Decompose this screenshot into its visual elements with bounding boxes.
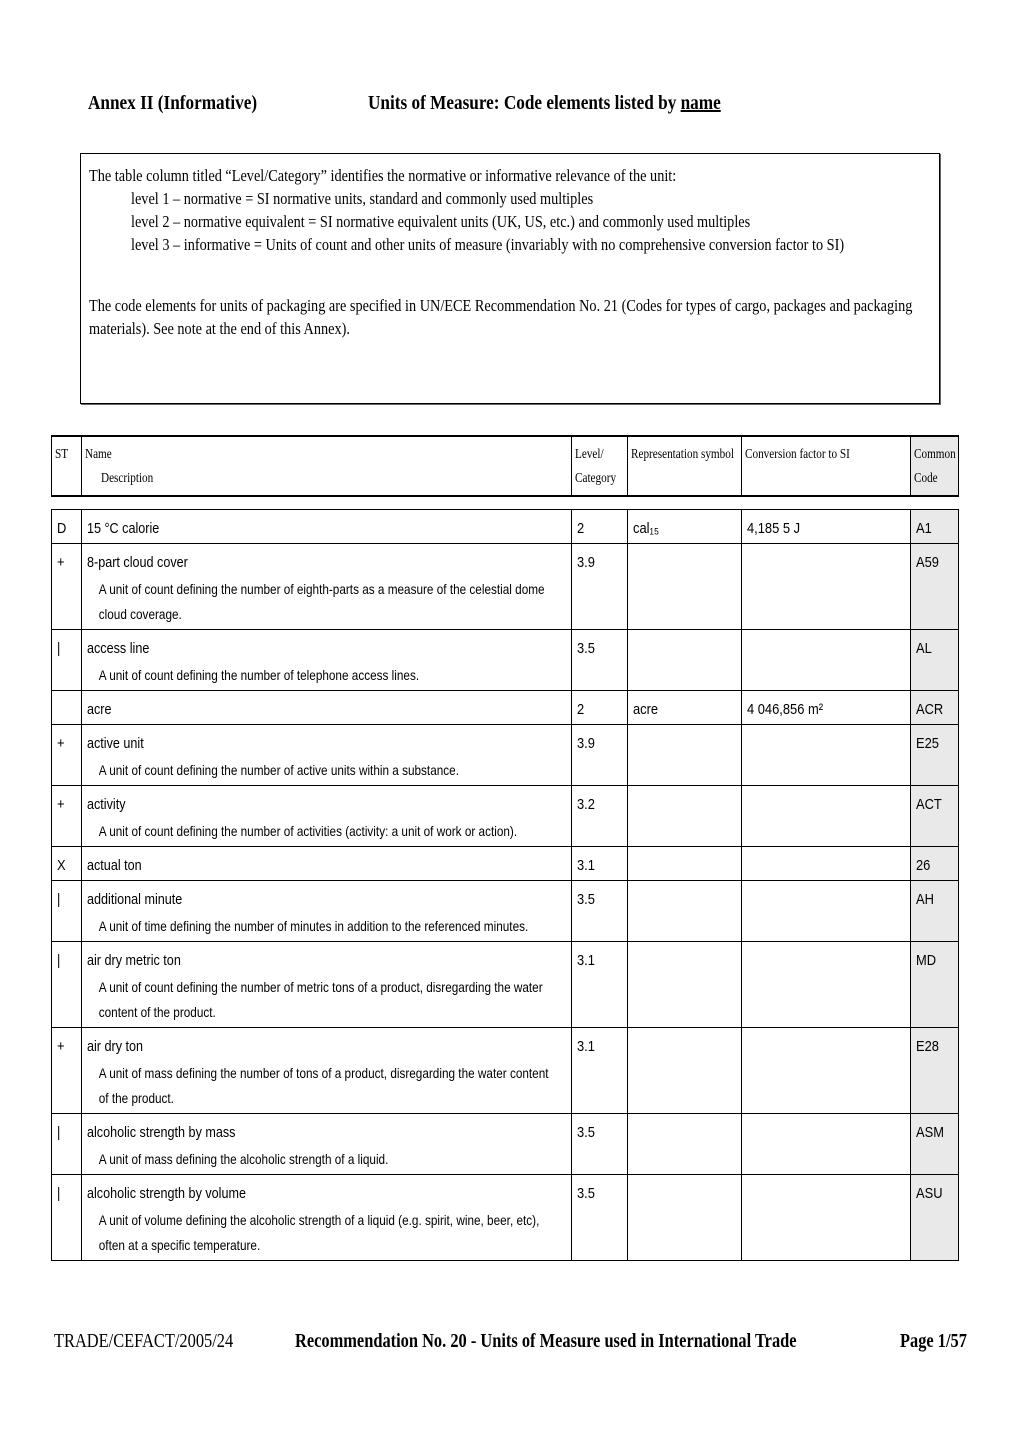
conversion-cell (742, 725, 911, 786)
name-cell (82, 630, 572, 691)
st-cell: + (52, 544, 82, 630)
level-3-note: level 3 – informative = Units of count and other units of measure (invariably with no comprehensive conversion factor to SI) (131, 235, 845, 254)
st-cell: | (52, 1175, 82, 1261)
level-cell: 3.1 (572, 847, 628, 881)
unit-description: A unit of count defining the number of eighth-parts as a measure of the celestial dome cloud coverage. (98, 581, 545, 622)
unit-name: 8-part cloud cover (87, 554, 188, 571)
conversion-cell (742, 630, 911, 691)
common-code-cell: ASM (911, 1114, 959, 1175)
conversion-cell (742, 942, 911, 1028)
footer-title: Recommendation No. 20 - Units of Measure used in International Trade (295, 1330, 797, 1352)
level-1-note: level 1 – normative = SI normative units, standard and commonly used multiples (131, 189, 594, 208)
name-cell (82, 510, 572, 544)
symbol-cell (628, 942, 742, 1028)
symbol-cell (628, 630, 742, 691)
unit-name: 15 °C calorie (87, 520, 160, 537)
table-row (52, 942, 959, 1028)
conversion-cell: 4 046,856 m² (742, 691, 911, 725)
st-cell: + (52, 1028, 82, 1114)
packaging-note: The code elements for units of packaging are specified in UN/ECE Recommendation No. 21 (Codes for types of cargo, packages and packaging materials). See note at the end of this Annex). (89, 296, 913, 338)
st-cell: X (52, 847, 82, 881)
unit-description: A unit of mass defining the number of tons of a product, disregarding the water content of the product. (98, 1065, 549, 1106)
col-common-code: Common Code (911, 436, 959, 496)
level-cell: 2 (572, 510, 628, 544)
document-title: Units of Measure: Code elements listed by name (368, 92, 721, 114)
unit-name: air dry ton (87, 1038, 144, 1055)
symbol-cell (628, 786, 742, 847)
col-level: Level/ Category (572, 436, 628, 496)
common-code-cell: A59 (911, 544, 959, 630)
unit-name: active unit (87, 735, 144, 752)
document-number: TRADE/CEFACT/2005/24 (54, 1330, 234, 1352)
conversion-cell (742, 1028, 911, 1114)
common-code-cell: ASU (911, 1175, 959, 1261)
common-code-cell: A1 (911, 510, 959, 544)
unit-name: acre (87, 701, 112, 718)
level-cell: 3.9 (572, 544, 628, 630)
name-cell (82, 1114, 572, 1175)
symbol-cell (628, 881, 742, 942)
name-cell (82, 725, 572, 786)
conversion-cell: 4,185 5 J (742, 510, 911, 544)
common-code-cell: E25 (911, 725, 959, 786)
unit-name: access line (87, 640, 150, 657)
table-row (52, 881, 959, 942)
col-symbol: Representation symbol (628, 436, 742, 496)
level-cell: 3.1 (572, 1028, 628, 1114)
table-row (52, 1028, 959, 1114)
unit-description: A unit of mass defining the alcoholic strength of a liquid. (98, 1151, 389, 1167)
conversion-cell (742, 1175, 911, 1261)
unit-name: alcoholic strength by volume (87, 1185, 246, 1202)
unit-name: activity (87, 796, 126, 813)
level-cell: 3.1 (572, 942, 628, 1028)
page-number: Page 1/57 (900, 1330, 967, 1352)
level-cell: 3.2 (572, 786, 628, 847)
st-cell: | (52, 881, 82, 942)
name-cell (82, 942, 572, 1028)
table-header (51, 435, 959, 497)
unit-description: A unit of volume defining the alcoholic strength of a liquid (e.g. spirit, wine, beer, etc), often at a specific temperature. (98, 1212, 540, 1253)
symbol-cell (628, 544, 742, 630)
name-cell (82, 786, 572, 847)
st-cell: | (52, 1114, 82, 1175)
table-row (52, 725, 959, 786)
table-row (52, 847, 959, 881)
symbol-cell (628, 725, 742, 786)
conversion-cell (742, 881, 911, 942)
st-cell: D (52, 510, 82, 544)
name-cell (82, 544, 572, 630)
unit-description: A unit of count defining the number of activities (activity: a unit of work or action). (98, 823, 518, 839)
col-st: ST (52, 436, 82, 496)
conversion-cell (742, 847, 911, 881)
table-row (52, 786, 959, 847)
col-name: Name Description (82, 436, 572, 496)
level-cell: 3.5 (572, 1175, 628, 1261)
common-code-cell: ACT (911, 786, 959, 847)
common-code-cell: AH (911, 881, 959, 942)
conversion-cell (742, 1114, 911, 1175)
level-cell: 3.5 (572, 881, 628, 942)
level-cell: 3.5 (572, 1114, 628, 1175)
level-cell: 3.5 (572, 630, 628, 691)
symbol-cell (628, 847, 742, 881)
table-row (52, 630, 959, 691)
table-row (52, 544, 959, 630)
common-code-cell: 26 (911, 847, 959, 881)
level-cell: 3.9 (572, 725, 628, 786)
intro-box (80, 153, 940, 404)
table-row (52, 1175, 959, 1261)
units-table (51, 509, 959, 1261)
common-code-cell: ACR (911, 691, 959, 725)
annex-title: Annex II (Informative) (88, 92, 258, 114)
table-row (52, 510, 959, 544)
st-cell: | (52, 630, 82, 691)
symbol-cell (628, 1175, 742, 1261)
unit-description: A unit of time defining the number of minutes in addition to the referenced minutes. (98, 918, 529, 934)
st-cell: + (52, 725, 82, 786)
table-row (52, 1114, 959, 1175)
symbol-cell (628, 1028, 742, 1114)
symbol-cell (628, 1114, 742, 1175)
name-cell (82, 847, 572, 881)
level-2-note: level 2 – normative equivalent = SI normative equivalent units (UK, US, etc.) and commonly used multiples (131, 212, 751, 231)
symbol-cell: cal₁₅ (628, 510, 742, 544)
common-code-cell: E28 (911, 1028, 959, 1114)
unit-name: actual ton (87, 857, 142, 874)
symbol-cell: acre (628, 691, 742, 725)
name-cell (82, 1175, 572, 1261)
col-conversion: Conversion factor to SI (742, 436, 911, 496)
unit-name: additional minute (87, 891, 183, 908)
common-code-cell: MD (911, 942, 959, 1028)
st-cell: + (52, 786, 82, 847)
level-cell: 2 (572, 691, 628, 725)
common-code-cell: AL (911, 630, 959, 691)
name-cell (82, 881, 572, 942)
unit-name: alcoholic strength by mass (87, 1124, 236, 1141)
conversion-cell (742, 544, 911, 630)
unit-description: A unit of count defining the number of metric tons of a product, disregarding the water content of the product. (98, 979, 543, 1020)
intro-line: The table column titled “Level/Category” identifies the normative or informative relevance of the unit: (89, 166, 677, 185)
name-cell (82, 1028, 572, 1114)
table-row (52, 691, 959, 725)
st-cell: | (52, 942, 82, 1028)
conversion-cell (742, 786, 911, 847)
st-cell (52, 691, 82, 725)
unit-description: A unit of count defining the number of active units within a substance. (98, 762, 459, 778)
name-cell (82, 691, 572, 725)
unit-description: A unit of count defining the number of telephone access lines. (98, 667, 420, 683)
unit-name: air dry metric ton (87, 952, 181, 969)
